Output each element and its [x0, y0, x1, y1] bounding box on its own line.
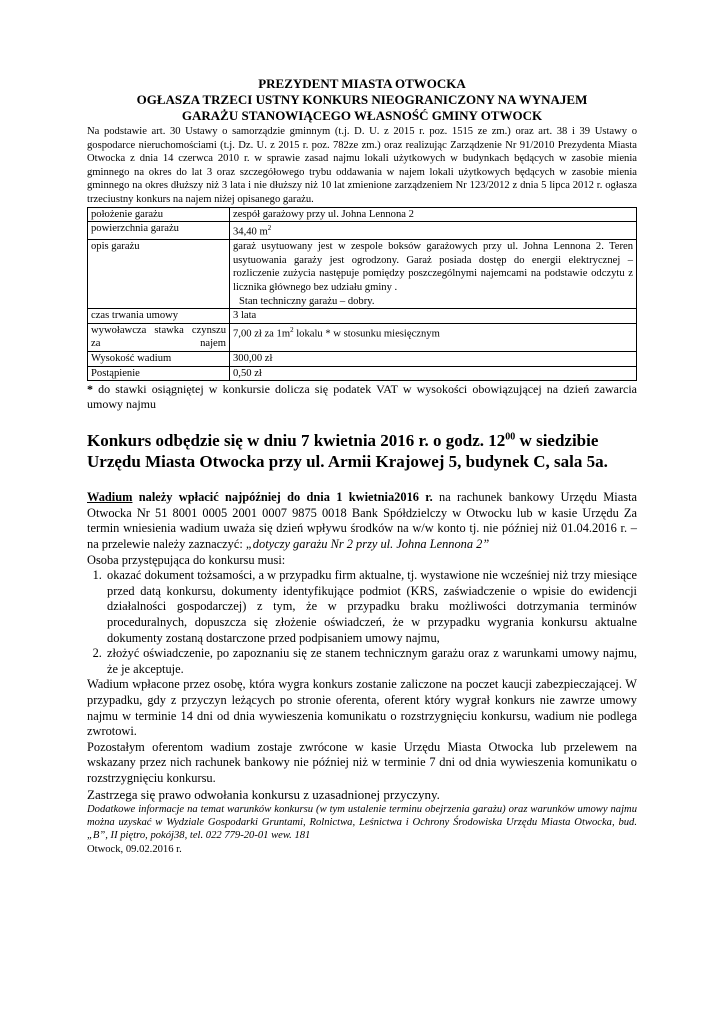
table-value — [230, 323, 637, 351]
requirements-list — [87, 568, 637, 677]
intro-paragraph: Na podstawie art. 30 Ustawy o samorządzie gminnym (t.j. D. U. z 2015 r. poz. 1515 ze zm.) oraz art. 38 i 39 Ustawy o gospodarce nieruchomościami (t.j. Dz. U. z 2015 r. poz. 782ze zm.) oraz realizując Zarządzenie Nr 91/2010 Prezydenta Miasta Otwocka z dnia 14 czerwca 2010 r. w sprawie zasad najmu lokali użytkowych w budynkach będących w zasobie mienia gminnego na okres do lat 3 oraz szczegółowego trybu oddawania w najem lokali użytkowych będących w zasobie mienia gminnego na okres dłuższy niż 3 lata i nie dłuższy niż 10 lat zmienione zarządzeniem Nr 123/2012 z dnia 5 lipca 2012 r. ogłasza trzeciustny konkurs na najem niżej opisanego garażu. — [87, 126, 637, 205]
table-value: 300,00 zł — [230, 352, 637, 367]
contest-date-b: w siedzibie Urzędu Miasta Otwocka przy ul. Armii Krajowej 5, budynek C, sala 5a. — [87, 431, 608, 472]
note-text: do stawki osiągniętej w konkursie dolicza się podatek VAT w wysokości obowiązującej na dzień zawarcia umowy najmu — [87, 382, 637, 412]
table-key: położenie garażu — [88, 207, 230, 222]
table-key: wywoławcza stawka czynszu za najem — [88, 323, 230, 351]
wadium-paragraph — [87, 490, 637, 552]
announcement-page — [87, 76, 637, 856]
garage-table — [87, 207, 637, 382]
list-item: 2. złożyć oświadczenie, po zapoznaniu się ze stanem technicznym garażu oraz z warunkami umowy najmu, że je akceptuje. — [105, 646, 637, 677]
date-line: Otwock, 09.02.2016 r. — [87, 843, 182, 855]
contest-date-a: Konkurs odbędzie się w dniu 7 kwietnia 2016 r. o godz. 12 — [87, 431, 506, 451]
header-line-3: GARAŻU STANOWIĄCEGO WŁASNOŚĆ GMINY OTWOCK — [181, 108, 543, 123]
table-key: czas trwania umowy — [88, 309, 230, 324]
note-star: * — [87, 382, 93, 397]
area-unit-sup: 2 — [267, 224, 272, 233]
condition-text: Stan techniczny garażu – dobry. — [239, 295, 375, 307]
table-value: 0,50 zł — [230, 366, 637, 381]
table-row — [88, 240, 637, 309]
table-row — [88, 207, 637, 222]
rate-unit-sup: 2 — [290, 325, 294, 334]
requirements-intro: Osoba przystępująca do konkursu musi: — [87, 552, 286, 567]
table-key: opis garażu — [88, 240, 230, 309]
table-value — [230, 240, 637, 309]
wadium-transfer-note: „dotyczy garażu Nr 2 przy ul. Johna Lennona 2” — [245, 537, 490, 551]
table-row — [88, 309, 637, 324]
table-value: zespół garażowy przy ul. Johna Lennona 2 — [230, 207, 637, 222]
header-line-2: OGŁASZA TRZECI USTNY KONKURS NIEOGRANICZONY NA WYNAJEM — [136, 92, 588, 107]
table-row — [88, 352, 637, 367]
wadium-text: na rachunek bankowy Urzędu Miasta Otwocka Nr 51 8001 0005 2001 0007 9875 0018 Bank Spółdzielczy w Otwocku lub w kasie Urzędu Za termin wniesienia wadium uważa się dzień wpływu środków na w/w konto tj. nie później niż 01.04.2016 r. – na przelewie należy zaznaczyć: — [87, 490, 638, 551]
contest-time-sup: 00 — [505, 431, 516, 443]
additional-info: Dodatkowe informacje na temat warunków konkursu (w tym ustalenie terminu obejrzenia garażu) oraz warunków umowy najmu można uzyskać w Wydziale Gospodarki Gruntami, Rolnictwa, Leśnictwa i Ochrony Środowiska Urzędu Miasta Otwocka, bud. „B”, II piętro, pokój38, tel. 022 779-20-01 wew. 181 — [87, 803, 637, 842]
vat-note — [87, 382, 637, 412]
table-key: powierzchnia garażu — [88, 222, 230, 240]
description-text: garaż usytuowany jest w zespole boksów garażowych przy ul. Johna Lennona 2. Teren usytuowania garaży jest ogrodzony. Garaż posiada dostęp do energii elektrycznej – rozliczenie zużycia następuje pomiędzy poszczególnymi najemcami na podstawie odczytu z licznika głównego bez udziału gminy . — [233, 241, 633, 294]
wadium-label: Wadium — [87, 490, 133, 505]
table-value — [230, 222, 637, 240]
header-line-1: PREZYDENT MIASTA OTWOCKA — [258, 76, 466, 91]
table-key: Wysokość wadium — [88, 352, 230, 367]
refund-paragraph: Pozostałym oferentom wadium zostaje zwrócone w kasie Urzędu Miasta Otwocka lub przelewem na wskazany przez nich rachunek bankowy nie później niż w terminie 7 dni od dnia wywieszenia komunikatu o rozstrzygnięciu konkursu. — [87, 739, 637, 785]
deposit-paragraph: Wadium wpłacone przez osobę, która wygra konkurs zostanie zaliczone na poczet kaucji zabezpieczającej. W przypadku, gdy z przyczyn leżących po stronie oferenta, oferent który wygrał konkurs nie zawrze umowy najmu w terminie 14 dni od dnia wywieszenia komunikatu o rozstrzygnięciu konkursu, wadium nie podlega zwrotowi. — [87, 677, 637, 739]
area-value: 34,40 m — [233, 226, 268, 238]
rate-value: 7,00 zł za 1m — [233, 328, 291, 340]
table-value: 3 lata — [230, 309, 637, 324]
table-row — [88, 366, 637, 381]
wadium-deadline: należy wpłacić najpóźniej do dnia 1 kwietnia2016 r. — [132, 490, 433, 505]
header — [87, 76, 637, 124]
table-row — [88, 323, 637, 351]
cancellation-note: Zastrzega się prawo odwołania konkursu z uzasadnionej przyczyny. — [87, 786, 440, 802]
list-item: 1. okazać dokument tożsamości, a w przypadku firm aktualne, tj. wystawione nie wcześniej niż trzy miesiące przed datą konkursu, dokumenty identyfikujące podmiot (KRS, zaświadczenie o wpisie do ewidencji działalności gospodarczej) z tym, że w przypadku braku możliwości dotrzymania terminów proceduralnych, dopuszcza się złożenie oświadczeń, że w przypadku wygrania konkursu aktualne dokumenty zostaną dostarczone przed podpisaniem umowy najmu, — [105, 568, 637, 646]
contest-date-heading — [87, 430, 637, 472]
table-key: Postąpienie — [88, 366, 230, 381]
rate-suffix: lokalu * w stosunku miesięcznym — [293, 328, 440, 340]
table-row — [88, 222, 637, 240]
